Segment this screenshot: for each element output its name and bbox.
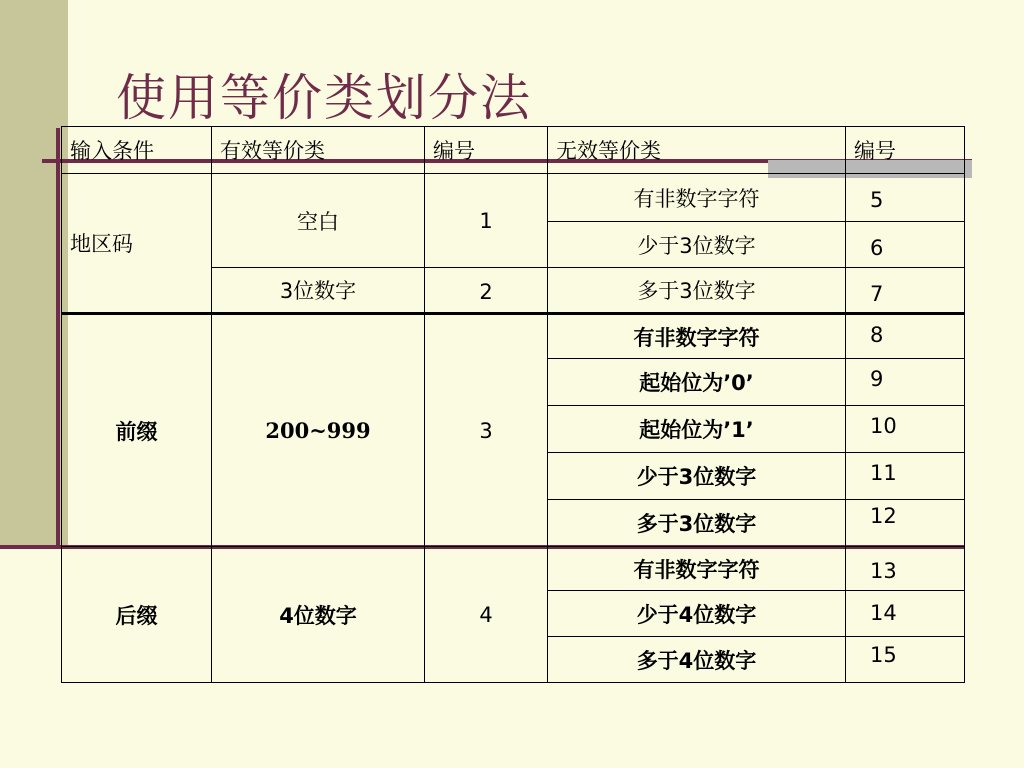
table-header-row: [62, 127, 965, 174]
id-cell: 3: [425, 314, 548, 547]
table-row: [62, 174, 965, 222]
valid-class-cell: 空白: [212, 174, 425, 268]
equivalence-class-table: [61, 126, 965, 683]
invalid-class-cell: 起始位为’1’: [548, 406, 846, 453]
id-cell: 14: [846, 591, 965, 637]
left-decor-line: [56, 128, 60, 548]
id-cell: 2: [425, 268, 548, 314]
invalid-class-cell: 少于3位数字: [548, 453, 846, 500]
condition-cell: 后缀: [62, 547, 212, 683]
id-cell: 6: [846, 222, 965, 268]
id-cell: 12: [846, 500, 965, 547]
invalid-class-cell: 少于3位数字: [548, 222, 846, 268]
invalid-class-cell: 多于4位数字: [548, 637, 846, 683]
invalid-class-cell: 多于3位数字: [548, 500, 846, 547]
id-cell: 10: [846, 406, 965, 453]
invalid-class-cell: 有非数字字符: [548, 314, 846, 359]
id-cell: 7: [846, 268, 965, 314]
id-cell: 9: [846, 359, 965, 406]
invalid-class-cell: 多于3位数字: [548, 268, 846, 314]
header-invalid-class: 无效等价类: [548, 127, 846, 174]
header-condition: 输入条件: [62, 127, 212, 174]
invalid-class-cell: 起始位为’0’: [548, 359, 846, 406]
id-cell: 8: [846, 314, 965, 359]
id-cell: 13: [846, 547, 965, 591]
table-row: [62, 547, 965, 591]
header-id: 编号: [425, 127, 548, 174]
id-cell: 15: [846, 637, 965, 683]
invalid-class-cell: 有非数字字符: [548, 547, 846, 591]
table-row: [62, 314, 965, 359]
condition-cell: 地区码: [62, 174, 212, 314]
invalid-class-cell: 少于4位数字: [548, 591, 846, 637]
valid-class-cell: 200~999: [212, 314, 425, 547]
id-cell: 11: [846, 453, 965, 500]
id-cell: 5: [846, 174, 965, 222]
condition-cell: 前缀: [62, 314, 212, 547]
slide-title: 使用等价类划分法: [116, 69, 532, 127]
id-cell: 4: [425, 547, 548, 683]
header-id: 编号: [846, 127, 965, 174]
valid-class-cell: 4位数字: [212, 547, 425, 683]
id-cell: 1: [425, 174, 548, 268]
valid-class-cell: 3位数字: [212, 268, 425, 314]
invalid-class-cell: 有非数字字符: [548, 174, 846, 222]
header-valid-class: 有效等价类: [212, 127, 425, 174]
